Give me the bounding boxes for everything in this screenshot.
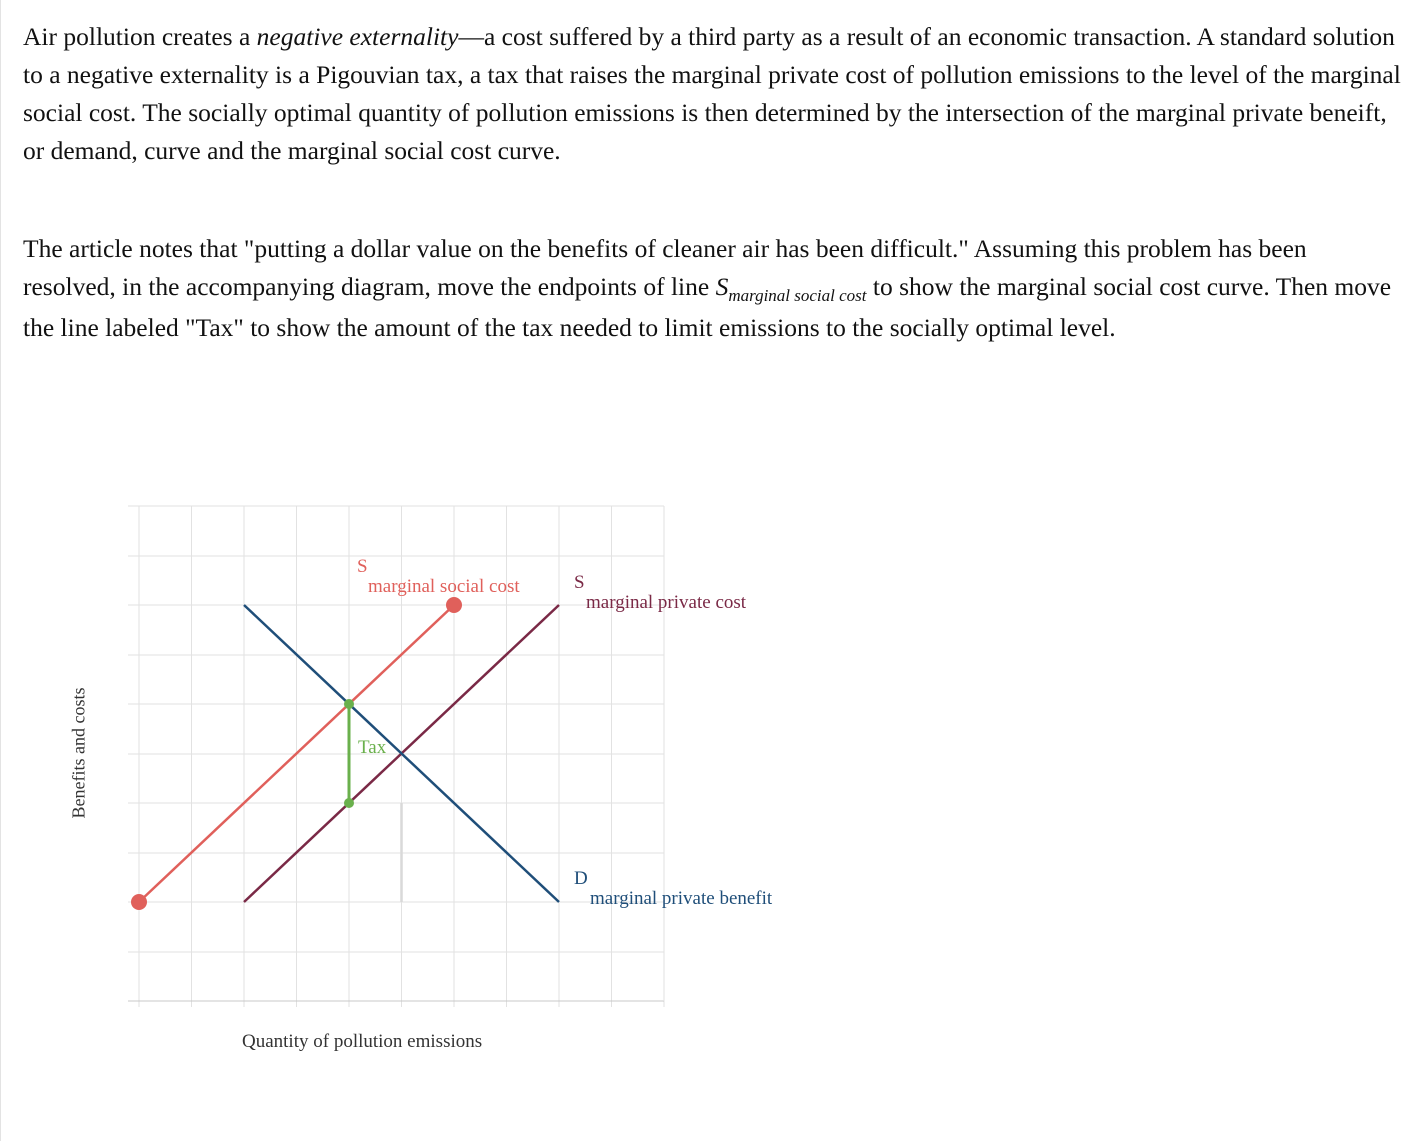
p2-text-b: to show the marginal social cost curve. Then move the line labeled "Tax" to show the amount of the tax needed to limit emissions to the socially optimal level. [23, 272, 1392, 342]
mpb-curve-label [574, 869, 772, 909]
p1-text-c: —a cost suffered by a third party as a result of an economic transaction. A standard solution to a negative externality is a Pigouvian tax, a tax that raises the marginal private cost of pollution emissions to the level of the marginal social cost. The socially optimal quantity of pollution emissions is then determined by the intersection of the marginal private beneift, or demand, curve and the marginal social cost curve. [23, 22, 1401, 165]
msc-start-handle[interactable] [131, 894, 147, 910]
tax-line-label: Tax [358, 737, 387, 758]
p2-s-subscript: marginal social cost [728, 286, 867, 305]
mpc-label-sub: marginal private cost [586, 592, 747, 613]
mpc-curve-label [574, 573, 746, 613]
msc-end-handle[interactable] [446, 597, 462, 613]
mpb-label-sub: marginal private benefit [590, 888, 773, 909]
y-axis-label: Benefits and costs [68, 687, 89, 819]
p2-s-symbol: S [715, 272, 729, 301]
p1-text-a: Air pollution creates a [23, 22, 257, 51]
tax-line-bottom-handle[interactable] [344, 798, 354, 808]
msc-label-main: S [357, 556, 368, 577]
msc-label-sub: marginal social cost [368, 576, 520, 597]
mpb-label-main: D [574, 868, 588, 889]
msc-curve-label [357, 557, 520, 597]
x-axis-label: Quantity of pollution emissions [242, 1031, 483, 1052]
p2-text-a: The article notes that "putting a dollar value on the benefits of cleaner air has been difficult." Assuming this problem has been resolved, in the accompanying diagram, move the endpoints of line [23, 234, 1307, 301]
p1-negative-externality-term: negative externality [256, 22, 459, 51]
mpc-label-main: S [574, 572, 585, 593]
tax-line-top-handle[interactable] [344, 699, 354, 709]
